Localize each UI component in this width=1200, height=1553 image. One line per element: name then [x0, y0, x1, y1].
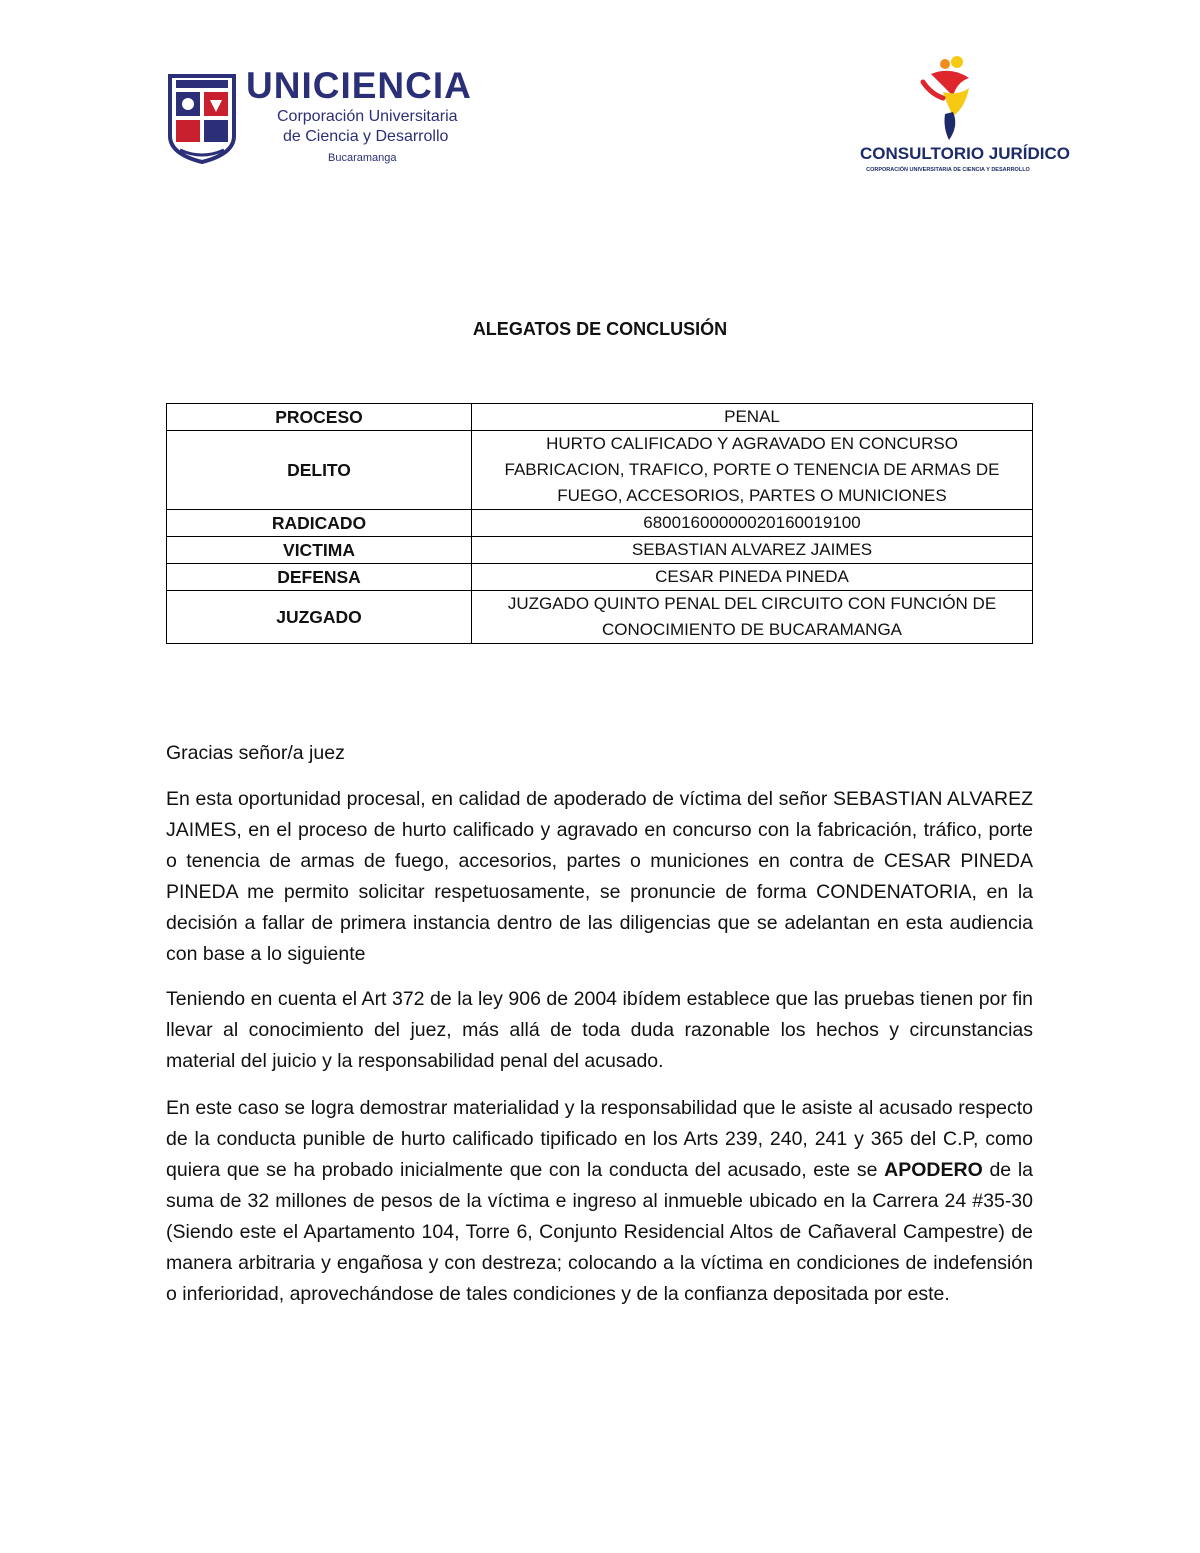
- value-line: FABRICACION, TRAFICO, PORTE O TENENCIA DE ARMAS DE: [504, 460, 1000, 479]
- row-label-delito: DELITO: [167, 431, 472, 510]
- figure-person-icon: [913, 52, 983, 142]
- university-crest-icon: [166, 70, 238, 164]
- value-line: JUZGADO QUINTO PENAL DEL CIRCUITO CON FUNCIÓN DE: [507, 594, 997, 613]
- table-row: [167, 431, 1033, 510]
- uniciencia-logo-name: UNICIENCIA: [246, 65, 472, 106]
- document-title: ALEGATOS DE CONCLUSIÓN: [472, 319, 728, 339]
- value-line: SEBASTIAN ALVAREZ JAIMES: [631, 540, 873, 559]
- table-row: [167, 404, 1033, 431]
- facts-text-after: de la suma de 32 millones de pesos de la víctima e ingreso al inmueble ubicado en la Carrera 24 #35-30 (Siendo este el Apartamento 104, Torre 6, Conjunto Residencial Altos de Cañaveral Campestre) de manera arbitraria y engañosa y con destreza; colocando a la víctima en condiciones de indefensión o inferioridad, aprovechándose de tales condiciones y de la confianza depositada por este.: [166, 1159, 1033, 1305]
- value-line: 68001600000020160019100: [643, 513, 861, 532]
- row-value-proceso: [472, 404, 1033, 431]
- row-value-juzgado: [472, 591, 1033, 644]
- facts-text-before: En este caso se logra demostrar materialidad y la responsabilidad que le asiste al acusado respecto de la conducta punible de hurto calificado tipificado en los Arts 239, 240, 241 y 365 del C.P, como quiera que se ha probado inicialmente que con la conducta del acusado, este se: [166, 1097, 1033, 1181]
- table-row: [167, 537, 1033, 564]
- case-info-table: [166, 403, 1033, 644]
- facts-bold-word: APODERO: [884, 1159, 983, 1181]
- row-label-victima: VICTIMA: [167, 537, 472, 564]
- row-label-radicado: RADICADO: [167, 510, 472, 537]
- consultorio-juridico-logo: [858, 52, 1070, 178]
- row-value-victima: [472, 537, 1033, 564]
- consultorio-juridico-subtitle: CORPORACIÓN UNIVERSITARIA DE CIENCIA Y DESARROLLO: [866, 167, 1030, 173]
- value-line: CONOCIMIENTO DE BUCARAMANGA: [601, 620, 903, 639]
- row-label-proceso: PROCESO: [167, 404, 472, 431]
- row-label-juzgado: JUZGADO: [167, 591, 472, 644]
- greeting-paragraph: Gracias señor/a juez: [166, 742, 345, 764]
- paragraph-facts: [166, 1093, 1033, 1310]
- row-value-radicado: [472, 510, 1033, 537]
- value-line: CESAR PINEDA PINEDA: [655, 567, 849, 586]
- table-row: [167, 510, 1033, 537]
- value-line: HURTO CALIFICADO Y AGRAVADO EN CONCURSO: [546, 434, 958, 453]
- row-label-defensa: DEFENSA: [167, 564, 472, 591]
- table-row: [167, 591, 1033, 644]
- uniciencia-logo-line2: de Ciencia y Desarrollo: [283, 128, 449, 145]
- row-value-delito: [472, 431, 1033, 510]
- value-line: FUEGO, ACCESORIOS, PARTES O MUNICIONES: [557, 486, 947, 505]
- consultorio-juridico-name: CONSULTORIO JURÍDICO: [860, 144, 1070, 163]
- paragraph-request: En esta oportunidad procesal, en calidad de apoderado de víctima del señor SEBASTIAN ALVAREZ JAIMES, en el proceso de hurto calificado y agravado en concurso con la fabricación, tráfico, porte o tenencia de armas de fuego, accesorios, partes o municiones en contra de CESAR PINEDA PINEDA me permito solicitar respetuosamente, se pronuncie de forma CONDENATORIA, en la decisión a fallar de primera instancia dentro de las diligencias que se adelantan en esta audiencia con base a lo siguiente: [166, 788, 1033, 965]
- row-value-defensa: [472, 564, 1033, 591]
- paragraph-legal-basis: Teniendo en cuenta el Art 372 de la ley 906 de 2004 ibídem establece que las pruebas tienen por fin llevar al conocimiento del juez, más allá de toda duda razonable los hechos y circunstancias material del juicio y la responsabilidad penal del acusado.: [166, 988, 1033, 1072]
- value-line: PENAL: [724, 407, 780, 426]
- uniciencia-logo-line3: Bucaramanga: [328, 152, 397, 164]
- uniciencia-logo-line1: Corporación Universitaria: [277, 108, 458, 125]
- uniciencia-logo: [166, 66, 486, 166]
- table-row: [167, 564, 1033, 591]
